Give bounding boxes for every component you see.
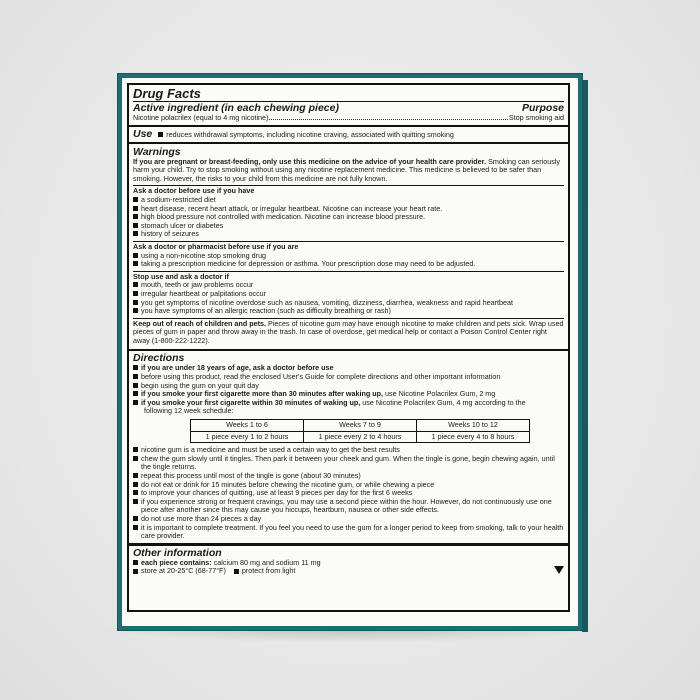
continued-arrow-icon	[554, 566, 564, 574]
table-header-cell: Weeks 7 to 9	[304, 420, 417, 432]
bullet-square-icon	[133, 282, 138, 287]
list-item-text: chew the gum slowly until it tingles. Then park it between your cheek and gum. When the tingle is gone, begin chewing again, until the tingle returns.	[141, 453, 555, 472]
bullet-square-icon	[133, 261, 138, 266]
list-item-text: heart disease, recent heart attack, or irregular heartbeat. Nicotine can increase your heart rate.	[141, 203, 443, 213]
list-item-text: do not eat or drink for 15 minutes before chewing the nicotine gum, or while chewing a piece	[141, 479, 435, 489]
ask-doctor-block	[133, 186, 564, 242]
active-ingredient-row	[133, 114, 564, 123]
bullet-square-icon	[234, 569, 239, 574]
list-item-text: history of seizures	[141, 229, 199, 239]
ask-pharmacist-heading: Ask a doctor or pharmacist before use if you are	[133, 241, 299, 251]
bullet-square-icon	[133, 308, 138, 313]
list-item-text: irregular heartbeat or palpitations occur	[141, 288, 267, 298]
bullet-square-icon	[133, 253, 138, 258]
list-item-text: you get symptoms of nicotine overdose such as nausea, vomiting, dizziness, diarrhea, weakness and rapid heartbeat	[141, 297, 513, 307]
bullet-square-icon	[133, 223, 138, 228]
bullet-square-icon	[133, 300, 138, 305]
bullet-square-icon	[133, 560, 138, 565]
list-item-text: high blood pressure not controlled with medication. Nicotine can increase blood pressure.	[141, 212, 426, 222]
list-item	[133, 307, 564, 316]
drug-facts-title: Drug Facts	[133, 86, 201, 101]
list-item-text: taking a prescription medicine for depression or asthma. Your prescription dose may need to be adjusted.	[141, 259, 476, 269]
keep-out-block	[133, 319, 564, 348]
dotted-leader	[269, 119, 507, 120]
bullet-square-icon	[133, 206, 138, 211]
use-text: reduces withdrawal symptoms, including nicotine craving, associated with quitting smoking	[166, 129, 454, 139]
bullet-square-icon	[133, 447, 138, 452]
bullet-square-icon	[133, 456, 138, 461]
table-cell: 1 piece every 4 to 8 hours	[417, 431, 530, 443]
bullet-square-icon	[133, 482, 138, 487]
list-item	[133, 455, 564, 472]
purpose-heading: Purpose	[521, 102, 564, 114]
section-use	[129, 127, 568, 144]
list-item-text: calcium 80 mg and sodium 11 mg	[211, 557, 321, 567]
schedule-intro: following 12 week schedule:	[144, 406, 234, 416]
table-cell: 1 piece every 1 to 2 hours	[191, 431, 304, 443]
list-item-text: do not use more than 24 pieces a day	[141, 513, 262, 523]
bullet-square-icon	[133, 516, 138, 521]
warnings-pregnancy	[133, 145, 564, 187]
list-item	[133, 524, 564, 541]
list-item-text: use Nicotine Polacrilex Gum, 4 mg according to the	[360, 397, 526, 407]
bullet-square-icon	[158, 132, 163, 137]
list-item-bold: if you smoke your first cigarette more than 30 minutes after waking up,	[141, 389, 384, 399]
bullet-square-icon	[133, 197, 138, 202]
list-item-text: before using this product, read the enclosed User's Guide for complete directions and other important information	[141, 372, 501, 382]
table-row	[191, 431, 530, 443]
product-box-back	[117, 73, 583, 631]
bullet-square-icon	[133, 391, 138, 396]
active-ingredient-text: Nicotine polacrilex (equal to 4 mg nicotine)	[133, 113, 269, 122]
bullet-square-icon	[133, 214, 138, 219]
use-heading: Use	[133, 127, 153, 140]
bullet-square-icon	[133, 383, 138, 388]
dosing-schedule-table	[190, 419, 530, 443]
list-item-text: it is important to complete treatment. If you feel you need to use the gum for a longer period to keep from smoking, talk to your health care provider.	[141, 522, 564, 541]
ask-doctor-heading: Ask a doctor before use if you have	[133, 186, 255, 196]
list-item	[133, 498, 564, 515]
list-item-text: protect from light	[241, 566, 296, 576]
keep-out-bold: Keep out of reach of children and pets.	[133, 318, 266, 328]
bullet-square-icon	[133, 569, 138, 574]
label-panel	[122, 78, 578, 626]
section-directions	[129, 351, 568, 545]
stop-use-heading: Stop use and ask a doctor if	[133, 271, 229, 281]
bullet-square-icon	[133, 525, 138, 530]
list-item-text: begin using the gum on your quit day	[141, 380, 259, 390]
directions-heading: Directions	[133, 352, 185, 365]
list-item-text: if you experience strong or frequent cravings, you may use a second piece within the hour. However, do not continuously use one piece after another since this may cause you hiccups, heartburn, nausea or other side effects.	[141, 496, 552, 515]
table-cell: 1 piece every 2 to 4 hours	[304, 431, 417, 443]
bullet-square-icon	[133, 291, 138, 296]
table-header-cell: Weeks 10 to 12	[417, 420, 530, 432]
table-row	[191, 420, 530, 432]
section-other-information	[129, 546, 568, 578]
bullet-square-icon	[133, 473, 138, 478]
list-item-text: if you are under 18 years of age, ask a doctor before use	[141, 363, 334, 373]
list-item-text: store at 20-25°C (68-77°F)	[141, 566, 226, 576]
list-item-text: use Nicotine Polacrilex Gum, 2 mg	[383, 389, 496, 399]
section-warnings	[129, 144, 568, 352]
bullet-square-icon	[133, 374, 138, 379]
list-item	[133, 260, 564, 269]
bullet-square-icon	[133, 499, 138, 504]
bullet-square-icon	[133, 400, 138, 405]
pregnancy-warning-text: Smoking can seriously harm your child. Try to stop smoking without using any nicotine replacement medicine. This medicine is believed to be safer than smoking. However, the risks to your child from this medicine are not fully known.	[133, 156, 560, 183]
bullet-square-icon	[133, 365, 138, 370]
keep-out-text: Pieces of nicotine gum may have enough nicotine to make children and pets sick. Wrap used pieces of gum in paper and throw away in the trash. In case of overdose, get medical help or contact a Poison Control Center right away (1-800-222-1222).	[133, 318, 564, 345]
other-information-heading: Other information	[133, 546, 222, 559]
ask-pharmacist-block	[133, 242, 564, 272]
purpose-text: Stop smoking aid	[508, 113, 564, 122]
bullet-square-icon	[133, 490, 138, 495]
list-item	[133, 567, 564, 576]
list-item-text: stomach ulcer or diabetes	[141, 220, 224, 230]
list-item-text: nicotine gum is a medicine and must be used a certain way to get the best results	[141, 445, 400, 455]
bullet-square-icon	[133, 231, 138, 236]
list-item-text: repeat this process until most of the tingle is gone (about 30 minutes)	[141, 471, 361, 480]
active-ingredient-heading: Active ingredient (in each chewing piece)	[133, 102, 339, 114]
box-side-edge	[582, 80, 588, 632]
list-item-text: mouth, teeth or jaw problems occur	[141, 280, 254, 290]
list-item-bold: each piece contains:	[141, 557, 212, 567]
stop-use-block	[133, 272, 564, 319]
list-item-text: using a non-nicotine stop smoking drug	[141, 250, 267, 260]
list-item-text: you have symptoms of an allergic reaction (such as difficulty breathing or rash)	[141, 306, 391, 316]
list-item-text: to improve your chances of quitting, use at least 9 pieces per day for the first 6 weeks	[141, 488, 413, 498]
section-active-ingredient	[129, 85, 568, 127]
list-item	[133, 230, 564, 239]
pregnancy-warning-bold: If you are pregnant or breast-feeding, only use this medicine on the advice of your health care provider.	[133, 156, 487, 166]
warnings-heading: Warnings	[133, 145, 181, 158]
list-item-text: a sodium-restricted diet	[141, 194, 216, 204]
list-item-bold: if you smoke your first cigarette within 30 minutes of waking up,	[141, 397, 361, 407]
drug-facts-frame	[127, 83, 570, 612]
table-header-cell: Weeks 1 to 6	[191, 420, 304, 432]
